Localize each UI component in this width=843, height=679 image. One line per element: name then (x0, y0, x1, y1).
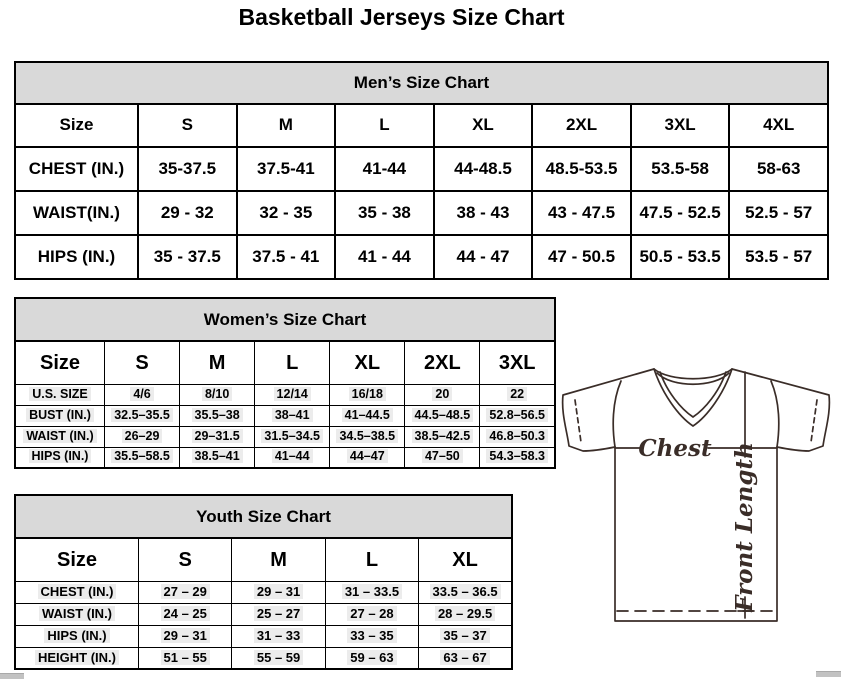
womens-size-chart (14, 297, 556, 469)
column-header: XL (434, 104, 533, 147)
table-row (15, 147, 828, 191)
table-row (15, 405, 555, 426)
table-cell: 44.5–48.5 (405, 405, 480, 426)
column-header: 4XL (729, 104, 828, 147)
table-cell: 35-37.5 (138, 147, 237, 191)
table-cell: 47–50 (405, 447, 480, 468)
column-header: S (138, 104, 237, 147)
table-cell: 37.5 - 41 (237, 235, 336, 279)
row-label: WAIST(IN.) (15, 191, 138, 235)
table-cell: 53.5-58 (631, 147, 730, 191)
jersey-right-sleeve-seam (771, 381, 779, 447)
table-cell: 24 – 25 (139, 603, 232, 625)
column-header: 3XL (480, 341, 555, 384)
table-cell: 55 – 59 (232, 647, 325, 669)
table-row (15, 426, 555, 447)
table-cell: 16/18 (330, 384, 405, 405)
column-header: L (255, 341, 330, 384)
column-header: M (237, 104, 336, 147)
table-cell: 41-44 (335, 147, 434, 191)
row-label: HIPS (IN.) (15, 625, 139, 647)
size-column-header: Size (15, 538, 139, 581)
table-cell: 37.5-41 (237, 147, 336, 191)
table-cell: 44-48.5 (434, 147, 533, 191)
scrollbar-fragment-left[interactable] (0, 673, 24, 679)
column-header: 3XL (631, 104, 730, 147)
table-row (15, 384, 555, 405)
column-header: S (139, 538, 232, 581)
table-cell: 38.5–42.5 (405, 426, 480, 447)
table-cell: 25 – 27 (232, 603, 325, 625)
front-length-label: Front Length (731, 442, 758, 612)
youth-table (14, 537, 513, 670)
womens-table (14, 340, 556, 469)
table-cell: 53.5 - 57 (729, 235, 828, 279)
table-cell: 4/6 (105, 384, 180, 405)
table-cell: 41–44.5 (330, 405, 405, 426)
table-cell: 26–29 (105, 426, 180, 447)
table-cell: 22 (480, 384, 555, 405)
chest-label: Chest (638, 435, 712, 462)
table-row (15, 235, 828, 279)
table-cell: 31 – 33 (232, 625, 325, 647)
header-row (15, 538, 512, 581)
table-cell: 58-63 (729, 147, 828, 191)
column-header: 2XL (532, 104, 631, 147)
column-header: 2XL (405, 341, 480, 384)
table-row (15, 191, 828, 235)
table-cell: 29 – 31 (232, 581, 325, 603)
table-row (15, 625, 512, 647)
table-cell: 44 - 47 (434, 235, 533, 279)
womens-chart-title: Women’s Size Chart (14, 297, 556, 340)
table-cell: 32.5–35.5 (105, 405, 180, 426)
table-cell: 31 – 33.5 (325, 581, 418, 603)
row-label: WAIST (IN.) (15, 603, 139, 625)
table-cell: 51 – 55 (139, 647, 232, 669)
table-row (15, 603, 512, 625)
mens-table (14, 103, 829, 280)
row-label: U.S. SIZE (15, 384, 105, 405)
row-label: CHEST (IN.) (15, 147, 138, 191)
table-cell: 48.5-53.5 (532, 147, 631, 191)
table-cell: 8/10 (180, 384, 255, 405)
table-cell: 34.5–38.5 (330, 426, 405, 447)
mens-chart-title: Men’s Size Chart (14, 61, 829, 103)
table-cell: 47.5 - 52.5 (631, 191, 730, 235)
table-cell: 54.3–58.3 (480, 447, 555, 468)
table-cell: 44–47 (330, 447, 405, 468)
size-column-header: Size (15, 341, 105, 384)
table-cell: 12/14 (255, 384, 330, 405)
jersey-measurement-diagram (550, 355, 843, 675)
youth-chart-title: Youth Size Chart (14, 494, 513, 537)
table-cell: 29 - 32 (138, 191, 237, 235)
header-row (15, 104, 828, 147)
column-header: XL (330, 341, 405, 384)
jersey-left-cuff-dashes (575, 400, 581, 442)
column-header: M (232, 538, 325, 581)
table-cell: 50.5 - 53.5 (631, 235, 730, 279)
column-header: M (180, 341, 255, 384)
table-cell: 38–41 (255, 405, 330, 426)
table-row (15, 581, 512, 603)
table-cell: 28 – 29.5 (419, 603, 512, 625)
table-cell: 27 – 28 (325, 603, 418, 625)
table-cell: 20 (405, 384, 480, 405)
table-cell: 47 - 50.5 (532, 235, 631, 279)
table-cell: 31.5–34.5 (255, 426, 330, 447)
size-column-header: Size (15, 104, 138, 147)
table-cell: 33 – 35 (325, 625, 418, 647)
column-header: S (105, 341, 180, 384)
table-cell: 52.8–56.5 (480, 405, 555, 426)
jersey-collar-top (654, 369, 732, 379)
row-label: HIPS (IN.) (15, 235, 138, 279)
table-row (15, 647, 512, 669)
table-cell: 59 – 63 (325, 647, 418, 669)
table-cell: 63 – 67 (419, 647, 512, 669)
page-title: Basketball Jerseys Size Chart (238, 4, 565, 30)
table-cell: 27 – 29 (139, 581, 232, 603)
mens-size-chart (14, 61, 829, 280)
table-cell: 41 - 44 (335, 235, 434, 279)
table-row (15, 447, 555, 468)
table-cell: 35 - 38 (335, 191, 434, 235)
youth-size-chart (14, 494, 513, 670)
jersey-left-sleeve-seam (613, 381, 621, 447)
table-cell: 41–44 (255, 447, 330, 468)
header-row (15, 341, 555, 384)
row-label: CHEST (IN.) (15, 581, 139, 603)
table-cell: 52.5 - 57 (729, 191, 828, 235)
column-header: L (335, 104, 434, 147)
jersey-right-cuff-dashes (811, 400, 817, 442)
table-cell: 33.5 – 36.5 (419, 581, 512, 603)
row-label: HEIGHT (IN.) (15, 647, 139, 669)
table-cell: 32 - 35 (237, 191, 336, 235)
table-cell: 38 - 43 (434, 191, 533, 235)
column-header: XL (419, 538, 512, 581)
table-cell: 35 – 37 (419, 625, 512, 647)
row-label: HIPS (IN.) (15, 447, 105, 468)
table-cell: 35 - 37.5 (138, 235, 237, 279)
row-label: BUST (IN.) (15, 405, 105, 426)
row-label: WAIST (IN.) (15, 426, 105, 447)
table-cell: 43 - 47.5 (532, 191, 631, 235)
table-cell: 35.5–38 (180, 405, 255, 426)
table-cell: 29–31.5 (180, 426, 255, 447)
table-cell: 46.8–50.3 (480, 426, 555, 447)
scrollbar-fragment-right[interactable] (816, 671, 841, 677)
table-cell: 29 – 31 (139, 625, 232, 647)
column-header: L (325, 538, 418, 581)
table-cell: 38.5–41 (180, 447, 255, 468)
table-cell: 35.5–58.5 (105, 447, 180, 468)
